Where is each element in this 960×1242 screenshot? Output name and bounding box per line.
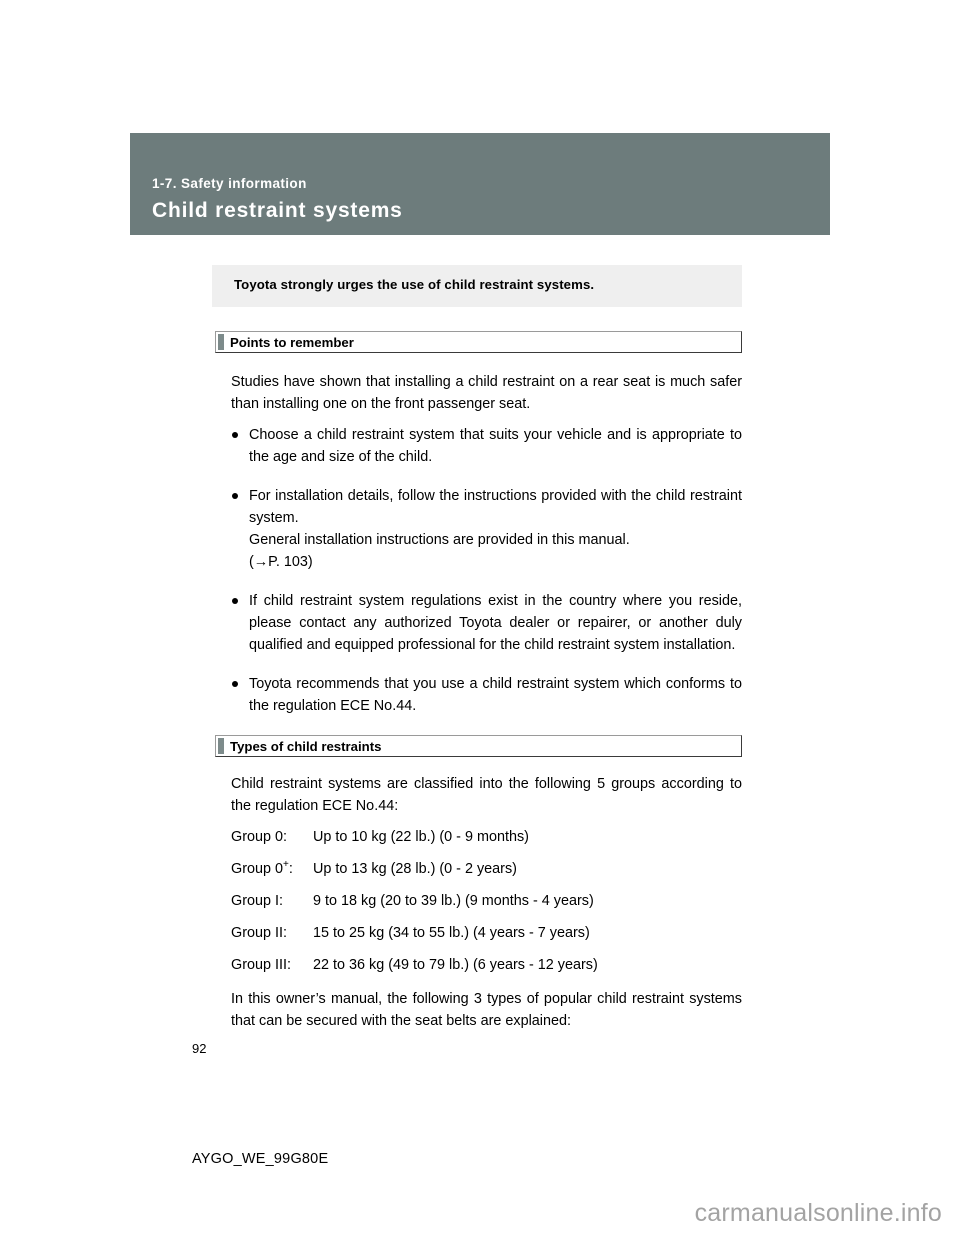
bullet-dot-icon <box>232 681 238 687</box>
page-number: 92 <box>192 1041 207 1056</box>
bullet-text: For installation details, follow the instructions provided with the child restraint system. <box>249 488 742 526</box>
section-heading-label: Types of child restraints <box>230 739 382 754</box>
table-row <box>231 954 742 976</box>
group-superscript: + <box>283 859 289 871</box>
types-intro-paragraph: Child restraint systems are classified into the following 5 groups according to the regulation ECE No.44: <box>231 776 742 814</box>
section-heading-label: Points to remember <box>230 335 354 350</box>
table-row <box>231 858 742 880</box>
bullet-dot-icon <box>232 432 238 438</box>
types-intro-block <box>231 773 742 817</box>
section-accent-tab <box>218 334 224 350</box>
section-accent-tab <box>218 738 224 754</box>
bullet-page-reference[interactable]: (→P. 103) <box>249 554 313 570</box>
points-bullet-list <box>231 424 742 717</box>
bullet-text: If child restraint system regulations exist in the country where you reside, please contact any authorized Toyota dealer or repairer, or another duly qualified and equipped professional for the child restraint system installation. <box>249 593 742 653</box>
list-item <box>231 590 742 656</box>
group-label: Group 0+: <box>231 859 293 877</box>
points-intro-paragraph: Studies have shown that installing a child restraint on a rear seat is much safer than installing one on the front passenger seat. <box>231 374 742 412</box>
list-item <box>231 485 742 573</box>
group-value: 22 to 36 kg (49 to 79 lb.) (6 years - 12 years) <box>313 957 598 973</box>
section-heading-types-of-child-restraints <box>215 735 742 757</box>
table-row <box>231 826 742 848</box>
page-header-band <box>130 133 830 235</box>
document-code: AYGO_WE_99G80E <box>192 1151 329 1167</box>
bullet-text: Toyota recommends that you use a child restraint system which conforms to the regulation ECE No.44. <box>249 676 742 714</box>
bullet-dot-icon <box>232 493 238 499</box>
table-row <box>231 890 742 912</box>
callout-box <box>212 265 742 307</box>
bullet-text: Choose a child restraint system that suits your vehicle and is appropriate to the age and size of the child. <box>249 427 742 465</box>
watermark: carmanualsonline.info <box>694 1199 942 1227</box>
points-intro-block <box>231 371 742 415</box>
group-value: 9 to 18 kg (20 to 39 lb.) (9 months - 4 years) <box>313 893 594 909</box>
group-classification-list <box>231 826 742 986</box>
group-value: Up to 10 kg (22 lb.) (0 - 9 months) <box>313 829 529 845</box>
group-label: Group I: <box>231 893 283 909</box>
table-row <box>231 922 742 944</box>
bullet-dot-icon <box>232 598 238 604</box>
types-closing-paragraph: In this owner’s manual, the following 3 types of popular child restraint systems that can be secured with the seat belts are explained: <box>231 991 742 1029</box>
group-label: Group III: <box>231 957 291 973</box>
group-value: 15 to 25 kg (34 to 55 lb.) (4 years - 7 years) <box>313 925 590 941</box>
group-value: Up to 13 kg (28 lb.) (0 - 2 years) <box>313 861 517 877</box>
section-heading-points-to-remember <box>215 331 742 353</box>
header-section-number: 1-7. Safety information <box>152 176 307 191</box>
bullet-subline: General installation instructions are provided in this manual. <box>249 532 630 548</box>
group-label: Group 0: <box>231 829 287 845</box>
list-item <box>231 424 742 468</box>
group-label: Group II: <box>231 925 287 941</box>
page-title: Child restraint systems <box>152 199 403 222</box>
callout-text: Toyota strongly urges the use of child restraint systems. <box>234 277 595 292</box>
types-closing-block <box>231 988 742 1032</box>
list-item <box>231 673 742 717</box>
